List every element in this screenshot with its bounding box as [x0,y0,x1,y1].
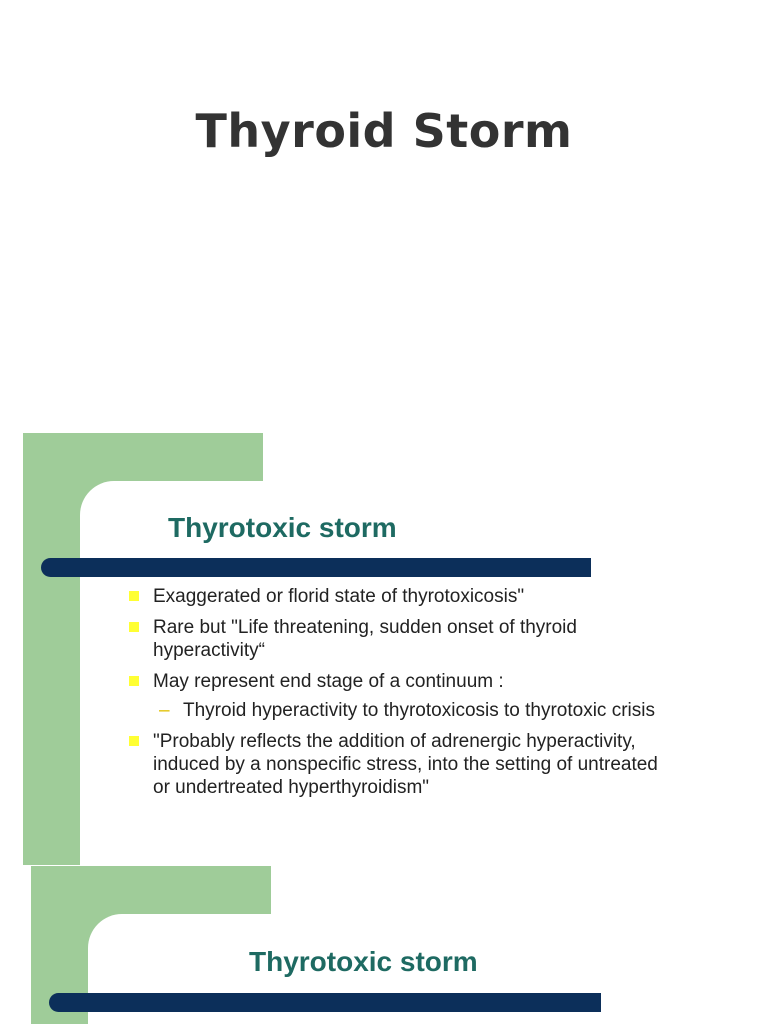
slide-divider-bar [49,993,601,1012]
slide-2 [31,866,671,1024]
square-bullet-icon [129,676,139,686]
list-item [129,616,659,662]
list-item [129,730,659,799]
list-item [129,585,659,608]
slide-heading: Thyrotoxic storm [249,946,478,977]
sub-bullet-text: Thyroid hyperactivity to thyrotoxicosis to thyrotoxic crisis [183,700,655,721]
slide-divider-bar [41,558,591,577]
document-title: Thyroid Storm [195,104,573,158]
bullet-text: Exaggerated or florid state of thyrotoxicosis" [153,586,525,607]
sub-list-item [129,699,659,722]
bullet-text: May represent end stage of a continuum : [153,671,504,692]
slide-heading: Thyrotoxic storm [168,512,397,543]
square-bullet-icon [129,591,139,601]
bullet-text: "Probably reflects the addition of adrenergic hyperactivity, induced by a nonspecific stress, into the setting of untreated or undertreated hyperthyroidism" [153,731,658,798]
dash-bullet-icon: – [159,700,170,721]
square-bullet-icon [129,736,139,746]
square-bullet-icon [129,622,139,632]
slide-1 [23,433,663,865]
bullet-list [129,585,659,807]
bullet-text: Rare but "Life threatening, sudden onset of thyroid hyperactivity“ [153,617,577,661]
list-item [129,670,659,693]
